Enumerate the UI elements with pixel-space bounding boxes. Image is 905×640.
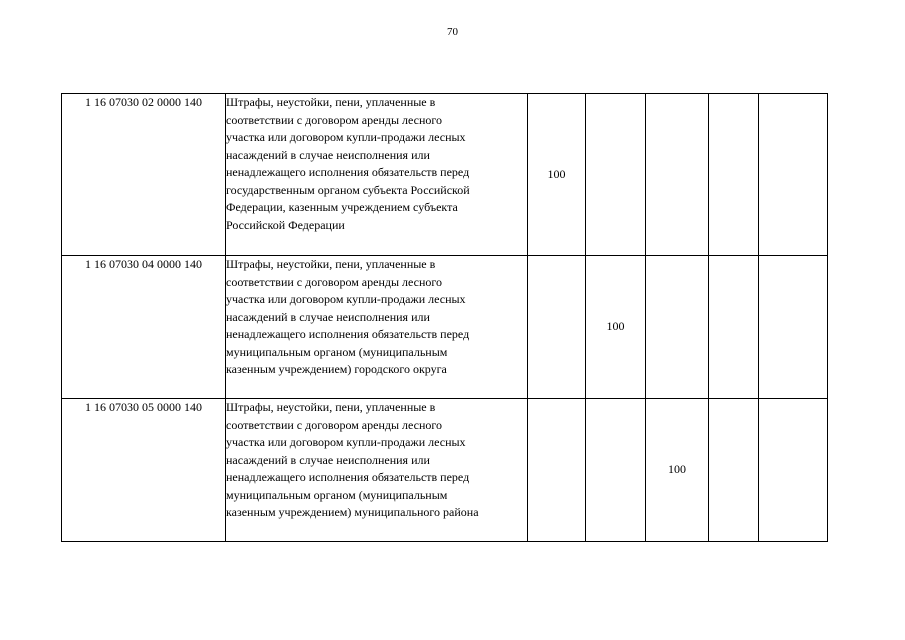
budget-code-cell: 1 16 07030 05 0000 140 [62,399,226,542]
value-cell-col-4 [709,94,759,256]
description-line: государственным органом субъекта Российской [226,182,470,197]
value-cell-col-1: 100 [528,94,586,256]
description-line: ненадлежащего исполнения обязательств перед [226,165,470,179]
budget-code-cell: 1 16 07030 02 0000 140 [62,94,226,256]
description-line: Штрафы, неустойки, пени, уплаченные в [226,95,436,109]
description-line: насаждений в случае неисполнения или [226,309,430,324]
description-cell [226,399,528,542]
value-cell-col-3 [646,256,709,399]
budget-classification-table [61,93,828,542]
table-row [62,399,828,542]
description-line: Федерации, казенным учреждением субъекта [226,200,458,214]
value-cell-col-2 [586,94,646,256]
description-line: казенным учреждением) городского округа [226,362,447,376]
description-line: насаждений в случае неисполнения или [226,452,430,467]
description-line: Штрафы, неустойки, пени, уплаченные в [226,400,436,414]
description-cell [226,256,528,399]
value-cell-col-4 [709,256,759,399]
value-cell-col-1 [528,256,586,399]
description-line: соответствии с договором аренды лесного [226,417,443,432]
description-line: участка или договором купли-продажи лесных [226,435,466,449]
description-line: насаждений в случае неисполнения или [226,147,430,162]
table-row [62,94,828,256]
budget-code-cell: 1 16 07030 04 0000 140 [62,256,226,399]
description-line: Штрафы, неустойки, пени, уплаченные в [226,257,436,271]
page-number: 70 [447,26,458,38]
description-line: муниципальным органом (муниципальным [226,487,448,502]
table-row [62,256,828,399]
description-line: участка или договором купли-продажи лесных [226,130,466,144]
value-cell-col-2 [586,399,646,542]
description-line: участка или договором купли-продажи лесных [226,292,466,306]
value-cell-col-5 [759,399,828,542]
value-cell-col-4 [709,399,759,542]
description-line: соответствии с договором аренды лесного [226,274,443,289]
value-cell-col-3 [646,94,709,256]
value-cell-col-5 [759,256,828,399]
description-cell [226,94,528,256]
description-line: ненадлежащего исполнения обязательств перед [226,470,470,484]
description-line: соответствии с договором аренды лесного [226,112,443,127]
description-line: Российской Федерации [226,217,345,232]
description-line: казенным учреждением) муниципального района [226,505,479,519]
value-cell-col-3: 100 [646,399,709,542]
value-cell-col-5 [759,94,828,256]
value-cell-col-1 [528,399,586,542]
description-line: ненадлежащего исполнения обязательств перед [226,327,470,341]
value-cell-col-2: 100 [586,256,646,399]
description-line: муниципальным органом (муниципальным [226,344,448,359]
